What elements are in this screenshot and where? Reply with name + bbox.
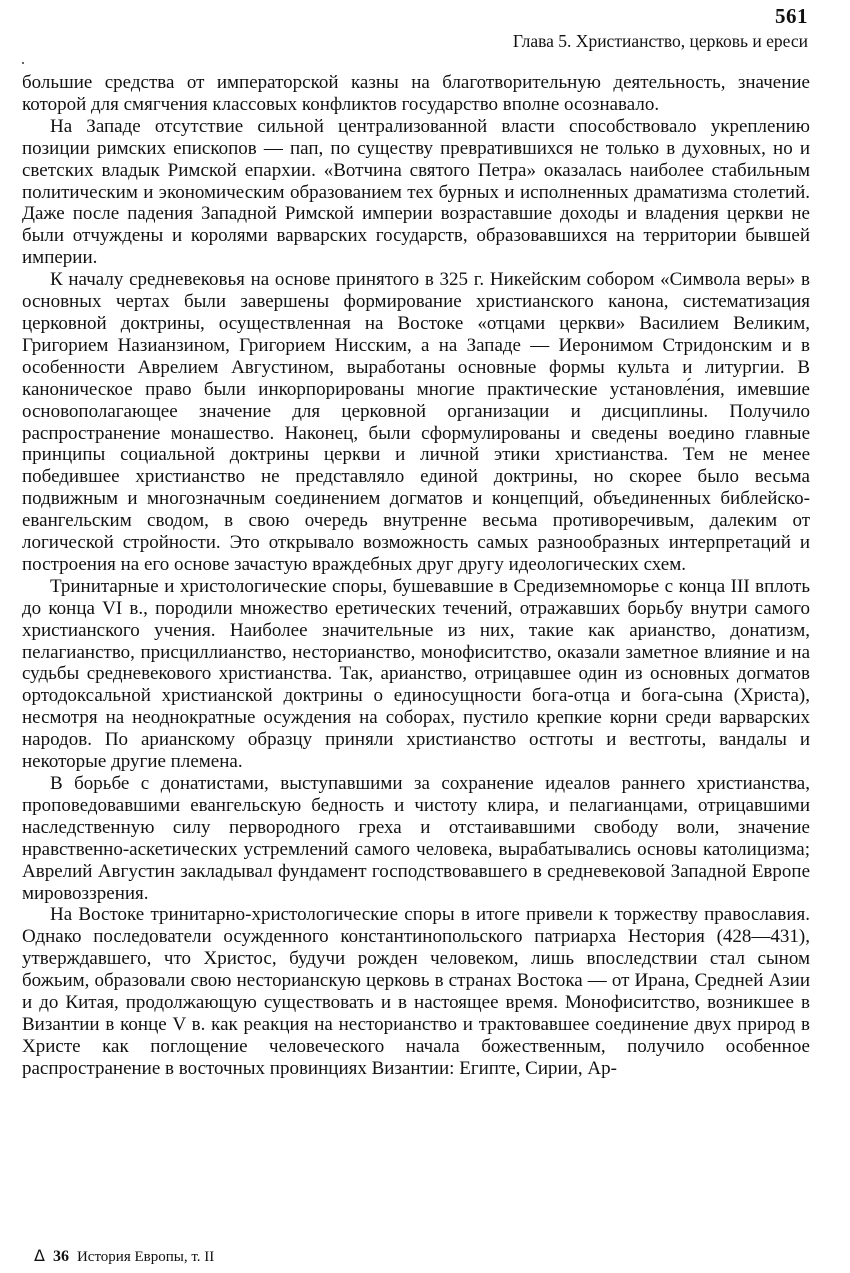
paragraph: Тринитарные и христологические споры, бушевавшие в Средиземноморье с конца III вплоть до конца VI в., породили множество еретических течений, отражавших борьбу внутри самого христианского учения. Наиболее значительные из них, такие как арианство, донатизм, пелагианство, присциллианство, несторианство, монофиситство, оказали заметное влияние и на судьбы средневекового христианства. Так, арианство, отрицавшее один из основных догматов ортодоксальной христианской доктрины о единосущности бога-отца и бога-сына (Христа), несмотря на неоднократные осуждения на соборах, пустило крепкие корни среди варварских народов. По арианскому образцу приняли христианство остготы и вестготы, вандалы и некоторые другие племена. bbox=[22, 575, 810, 773]
paragraph: В борьбе с донатистами, выступавшими за сохранение идеалов раннего христианства, проповедовавшими евангельскую бедность и чистоту клира, и пелагианцами, отрицавшими наследственную силу первородного греха и отстаивавшими свободу воли, значение нравственно-аскетических устремлений самого человека, вырабатывались основы католицизма; Аврелий Августин закладывал фундамент господствовавшего в средневековой Западной Европе мировоззрения. bbox=[22, 773, 810, 904]
paragraph: К началу средневековья на основе принятого в 325 г. Никейским собором «Символа веры» в основных чертах были завершены формирование христианского канона, систематизация церковной доктрины, осуществленная на Востоке «отцами церкви» Василием Великим, Григорием Назианзином, Григорием Нисским, а на Западе — Иеронимом Стридонским и в особенности Аврелием Августином, выработаны основные формы культа и литургии. В каноническое право были инкорпорированы многие практические установле́ния, имевшие основополагающее значение для церковной организации и дисциплины. Получило распространение монашество. Наконец, были сформулированы и сведены воедино главные принципы социальной доктрины церкви и личной этики христианства. Тем не менее победившее христианство не представляло единой доктрины, но скорее было весьма подвижным и многозначным соединением догматов и концепций, объединенных библейско-евангельским сводом, в свою очередь внутренне весьма противоречивым, далеким от логической стройности. Это открывало возможность самых разнообразных интерпретаций и построения на его основе зачастую враждебных друг другу идеологических схем. bbox=[22, 269, 810, 575]
page-number: 561 bbox=[775, 4, 808, 28]
paragraph: На Западе отсутствие сильной централизованной власти способствовало укреплению позиции римских епископов — пап, по существу превратившихся не только в духовных, но и светских владык Римской епархии. «Вотчина святого Петра» оказалась наиболее стабильным политическим и экономическим образованием тех бурных и исполненных драматизма столетий. Даже после падения Западной Римской империи возраставшие доходы и владения церкви не были отчуждены и королями варварских государств, образовавшихся на территории бывшей империи. bbox=[22, 115, 810, 269]
signature-number: 36 bbox=[52, 1248, 69, 1265]
signature-title: История Европы, т. II bbox=[76, 1249, 215, 1265]
paragraph: На Востоке тринитарно-христологические споры в итоге привели к торжеству православия. Однако последователи осужденного константинопольского патриарха Нестория (428—431), утверждавшего, что Христос, будучи рожден человеком, лишь впоследствии стал сыном божьим, образовали свою несторианскую церковь в странах Востока — от Ирана, Средней Азии и до Китая, продолжающую существовать и в настоящее время. Монофиситство, возникшее в Византии в конце V в. как реакция на несторианство и трактовавшее соединение двух природ в Христе как поглощение человеческого начала божественным, получило особенное распространение в восточных провинциях Византии: Египте, Сирии, Ар- bbox=[22, 904, 810, 1079]
header-dot bbox=[22, 62, 24, 64]
running-header: Глава 5. Христианство, церковь и ереси bbox=[512, 31, 808, 51]
body-text bbox=[22, 72, 810, 1080]
printer-signature bbox=[34, 1246, 214, 1266]
signature-mark: Δ bbox=[34, 1246, 45, 1265]
paragraph: большие средства от императорской казны на благотворительную деятельность, значение которой для смягчения классовых конфликтов государство вполне осознавало. bbox=[22, 72, 810, 115]
